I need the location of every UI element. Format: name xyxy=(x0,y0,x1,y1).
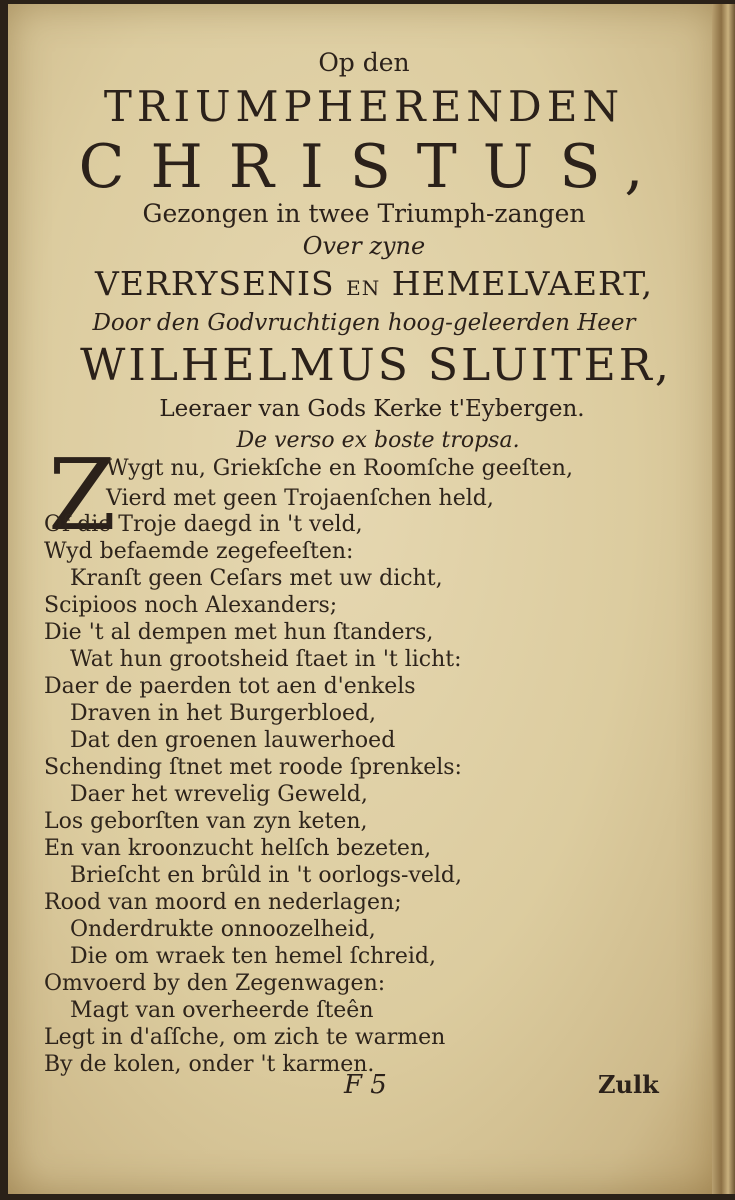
verse-line: Scipioos noch Alexanders; xyxy=(44,593,338,618)
verse-line: Brieſcht en brûld in 't oorlogs-veld, xyxy=(70,863,463,888)
latin-motto: De verso ex boste tropsa. xyxy=(236,428,520,453)
title-verrysenis: VERRYSENIS xyxy=(95,264,335,303)
title-line-gezongen: Gezongen in twee Triumph-zangen xyxy=(142,199,586,228)
verse-line: Legt in d'aſſche, om zich te warmen xyxy=(44,1025,446,1050)
title-line-christus: CHRISTUS, xyxy=(78,132,670,202)
verse-line: Schending ſtnet met roode ſprenkels: xyxy=(44,755,462,780)
verse-line: Draven in het Burgerbloed, xyxy=(70,701,377,726)
catchword: Zulk xyxy=(598,1070,659,1099)
verse-line: Daer het wrevelig Geweld, xyxy=(70,782,368,807)
verse-line: Kranſt geen Ceſars met uw dicht, xyxy=(70,566,443,591)
author-position: Leeraer van Gods Kerke t'Eybergen. xyxy=(159,396,585,422)
title-en: EN xyxy=(346,276,381,300)
drop-capital: Z xyxy=(48,439,117,553)
title-line-verrysenis xyxy=(18,264,730,303)
title-line-triumpherenden: TRIUMPHERENDEN xyxy=(103,82,625,131)
verse-line: Die om wraek ten hemel ſchreid, xyxy=(70,944,436,969)
verse-line: Die 't al dempen met hun ſtanders, xyxy=(44,620,434,645)
verse-line: Vierd met geen Trojaenſchen held, xyxy=(106,486,494,511)
verse-line: Los geborſten van zyn keten, xyxy=(44,809,368,834)
verse-line: Onderdrukte onnoozelheid, xyxy=(70,917,376,942)
verse-line: Daer de paerden tot aen d'enkels xyxy=(44,674,416,699)
verse-line: Dat den groenen lauwerhoed xyxy=(70,728,396,753)
verse-line: By de kolen, onder 't karmen. xyxy=(44,1052,375,1077)
verse-line: Wygt nu, Griekſche en Roomſche geeſten, xyxy=(106,456,573,481)
verse-line: Omvoerd by den Zegenwagen: xyxy=(44,971,386,996)
verse-line: En van kroonzucht helſch bezeten, xyxy=(44,836,432,861)
title-line-over-zyne: Over zyne xyxy=(302,232,426,260)
verse-line: Wat hun grootsheid ſtaet in 't licht: xyxy=(70,647,462,672)
verse-line: Wyd befaemde zegefeeſten: xyxy=(44,539,354,564)
title-line-door-den: Door den Godvruchtigen hoog-geleerden Heer xyxy=(92,310,636,336)
verse-line: Rood van moord en nederlagen; xyxy=(44,890,402,915)
verse-line: Of die Troje daegd in 't veld, xyxy=(44,512,363,537)
title-hemelvaert: HEMELVAERT, xyxy=(391,264,653,303)
book-page xyxy=(8,4,720,1194)
signature-mark: F 5 xyxy=(344,1070,387,1100)
page-edge xyxy=(712,4,735,1194)
author-name: WILHELMUS SLUITER, xyxy=(80,340,672,391)
title-line-op-den: Op den xyxy=(318,48,410,77)
verse-line: Magt van overheerde ſteên xyxy=(70,998,374,1023)
